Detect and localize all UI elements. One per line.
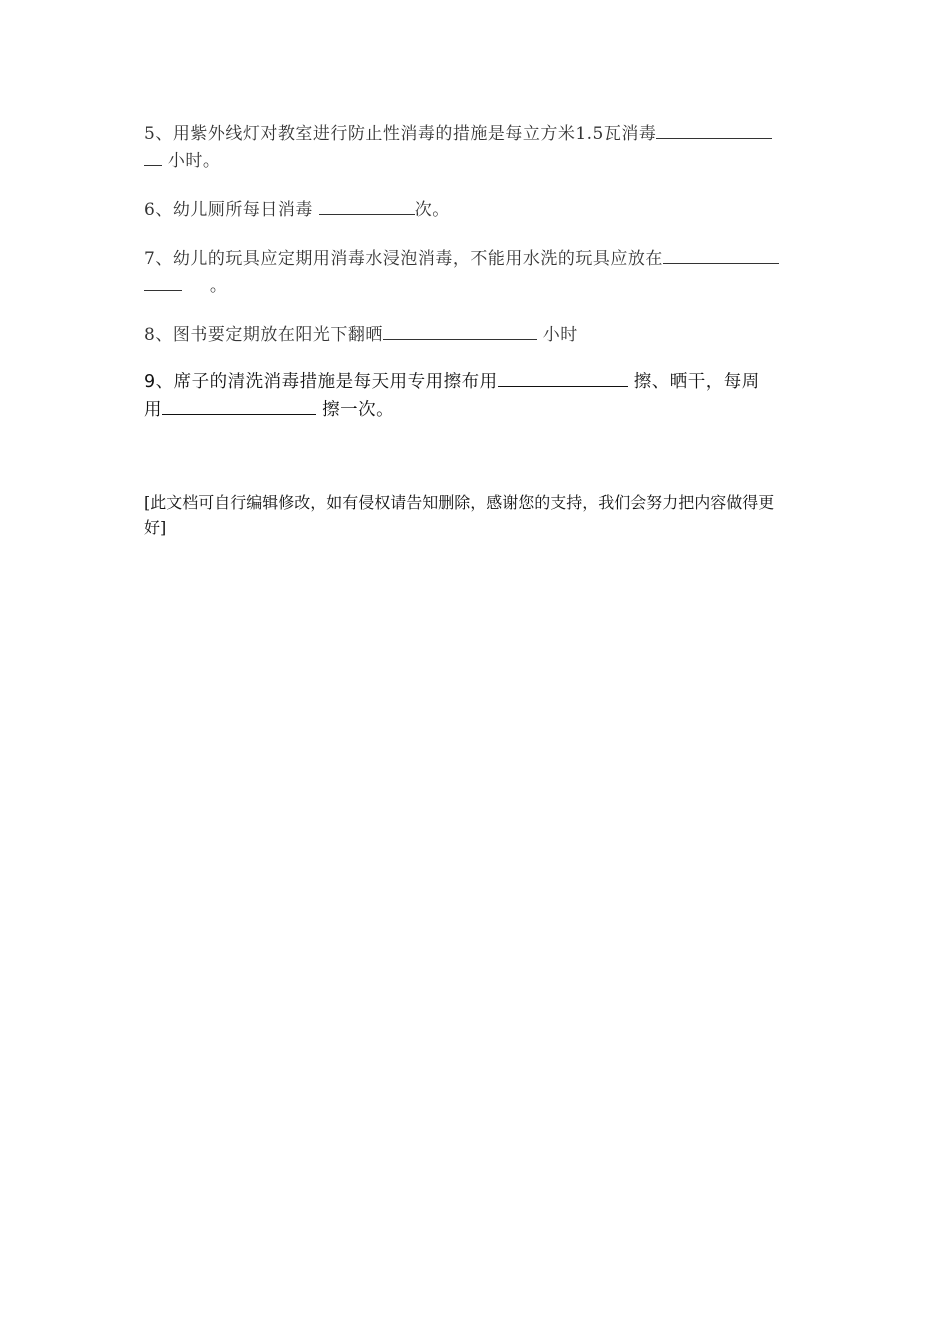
question-5: [144, 120, 828, 174]
question-5-suffix: 小时。: [167, 151, 221, 171]
footer-note-line-1: [此文档可自行编辑修改，如有侵权请告知删除，感谢您的支持，我们会努力把内容做得更: [144, 493, 775, 512]
question-7-suffix: 。: [209, 276, 228, 296]
question-8: [144, 321, 828, 348]
question-9-text: 9、席子的清洗消毒措施是每天用专用擦布用: [144, 372, 498, 392]
question-5-blank-line-cont: [144, 147, 162, 166]
question-8-blank: [383, 321, 537, 340]
question-7: [144, 245, 828, 299]
question-5-text: 5、用紫外线灯对教室进行防止性消毒的措施是每立方米1.5瓦消毒: [144, 124, 657, 144]
question-7-blank-line-cont: [144, 272, 182, 291]
question-8-text: 8、图书要定期放在阳光下翻晒: [144, 325, 383, 345]
question-9: [144, 368, 828, 424]
question-9-line2-start: 用: [144, 400, 162, 420]
question-5-blank-line: [656, 120, 772, 139]
question-9-blank-2: [162, 396, 316, 415]
question-6-suffix: 次。: [414, 200, 450, 220]
question-9-suffix: 擦一次。: [322, 400, 395, 420]
question-9-mid: 擦、晒干，每周: [633, 372, 760, 392]
footer-note-line-2: 好]: [144, 518, 167, 537]
question-6-blank: [319, 196, 415, 215]
footer-note: [144, 490, 828, 540]
document-body: [144, 120, 828, 556]
question-7-text: 7、幼儿的玩具应定期用消毒水浸泡消毒，不能用水洗的玩具应放在: [144, 249, 663, 269]
question-8-suffix: 小时: [542, 325, 578, 345]
question-9-blank-1: [498, 368, 628, 387]
question-6-text: 6、幼儿厕所每日消毒: [144, 200, 313, 220]
question-6: [144, 196, 828, 223]
question-7-blank-line: [663, 245, 779, 264]
